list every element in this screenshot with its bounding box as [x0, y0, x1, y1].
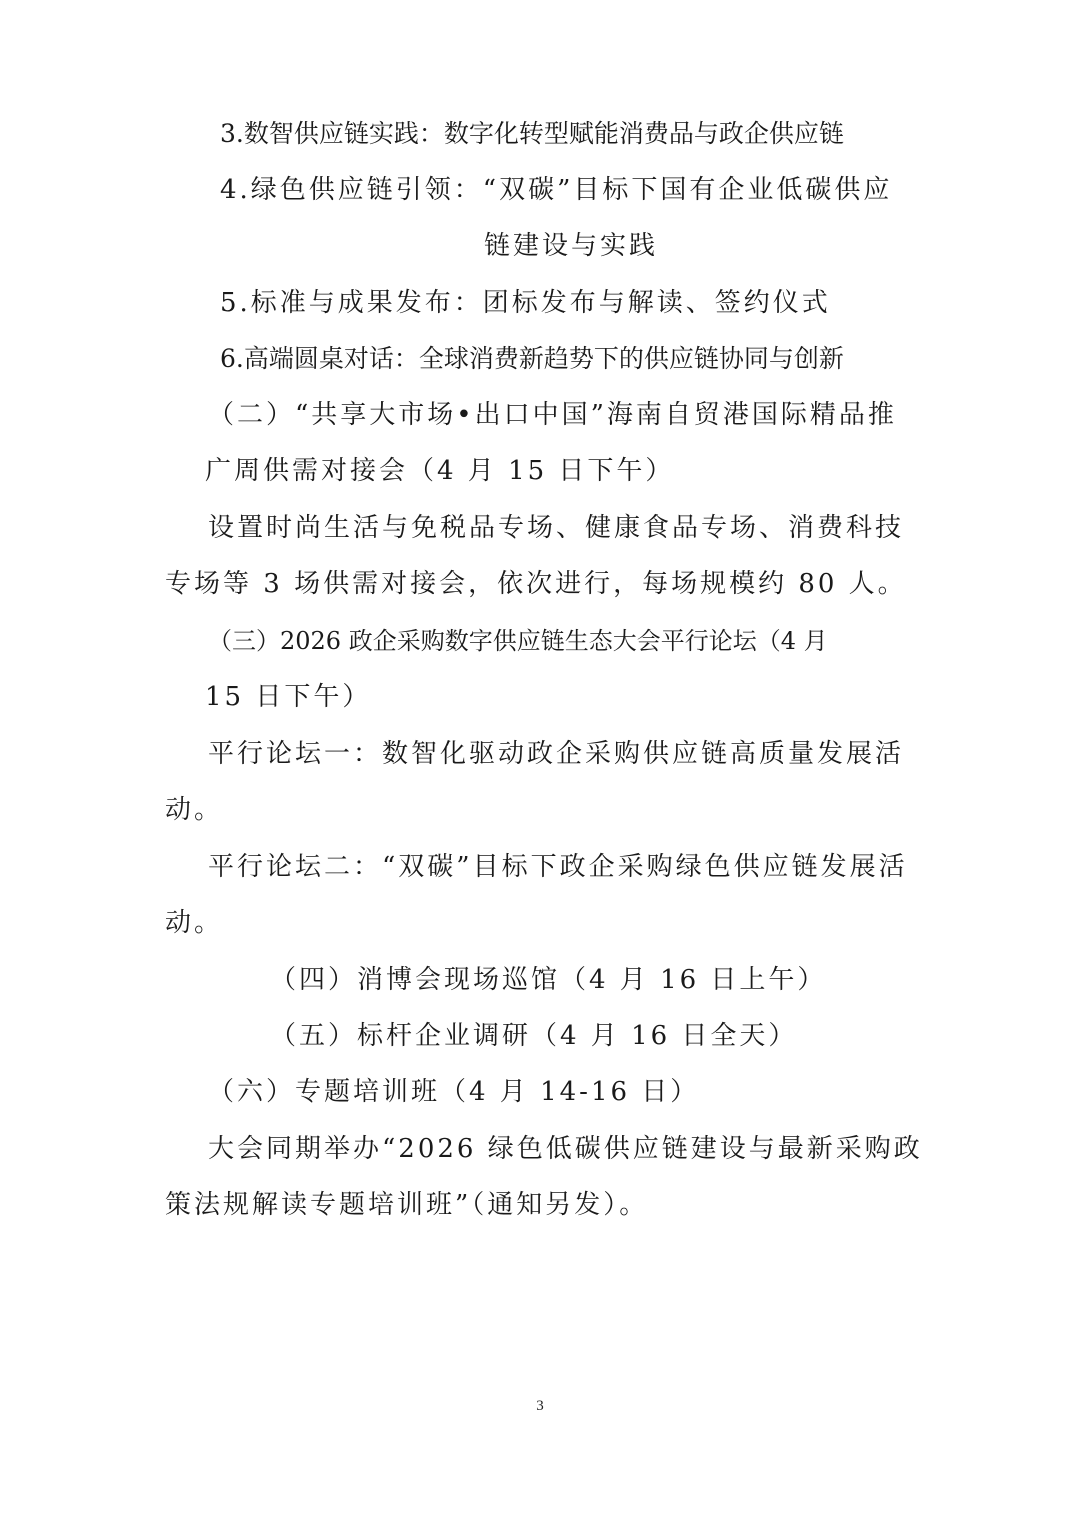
section-2-paragraph-continued: 专场等 3 场供需对接会，依次进行，每场规模约 80 人。	[165, 569, 907, 599]
forum-2: 平行论坛二：“双碳”目标下政企采购绿色供应链发展活	[208, 852, 908, 882]
agenda-item-6: 6.高端圆桌对话：全球消费新趋势下的供应链协同与创新	[220, 344, 844, 373]
section-5-heading: （五）标杆企业调研（4 月 16 日全天）	[270, 1021, 798, 1051]
forum-1: 平行论坛一：数智化驱动政企采购供应链高质量发展活	[208, 739, 905, 769]
agenda-item-4-continued: 链建设与实践	[484, 231, 659, 261]
section-2-heading: （二）“共享大市场•出口中国”海南自贸港国际精品推	[208, 400, 897, 430]
section-6-paragraph-continued: 策法规解读专题培训班”（通知另发）。	[165, 1190, 649, 1220]
agenda-item-3: 3.数智供应链实践：数字化转型赋能消费品与政企供应链	[220, 119, 844, 148]
forum-1-continued: 动。	[165, 795, 224, 825]
section-3-heading-continued: 15 日下午）	[205, 682, 372, 712]
agenda-item-5: 5.标准与成果发布：团标发布与解读、签约仪式	[220, 288, 831, 318]
section-2-paragraph: 设置时尚生活与免税品专场、健康食品专场、消费科技	[208, 513, 905, 543]
section-3-heading: （三）2026 政企采购数字供应链生态大会平行论坛（4 月	[208, 627, 828, 655]
section-2-heading-continued: 广周供需对接会（4 月 15 日下午）	[205, 456, 675, 486]
section-6-paragraph: 大会同期举办“2026 绿色低碳供应链建设与最新采购政	[208, 1134, 923, 1164]
forum-2-continued: 动。	[165, 908, 224, 938]
agenda-item-4: 4.绿色供应链引领：“双碳”目标下国有企业低碳供应	[220, 175, 893, 205]
page-number: 3	[536, 1398, 544, 1414]
section-4-heading: （四）消博会现场巡馆（4 月 16 日上午）	[270, 965, 827, 995]
section-6-heading: （六）专题培训班（4 月 14-16 日）	[208, 1077, 700, 1107]
